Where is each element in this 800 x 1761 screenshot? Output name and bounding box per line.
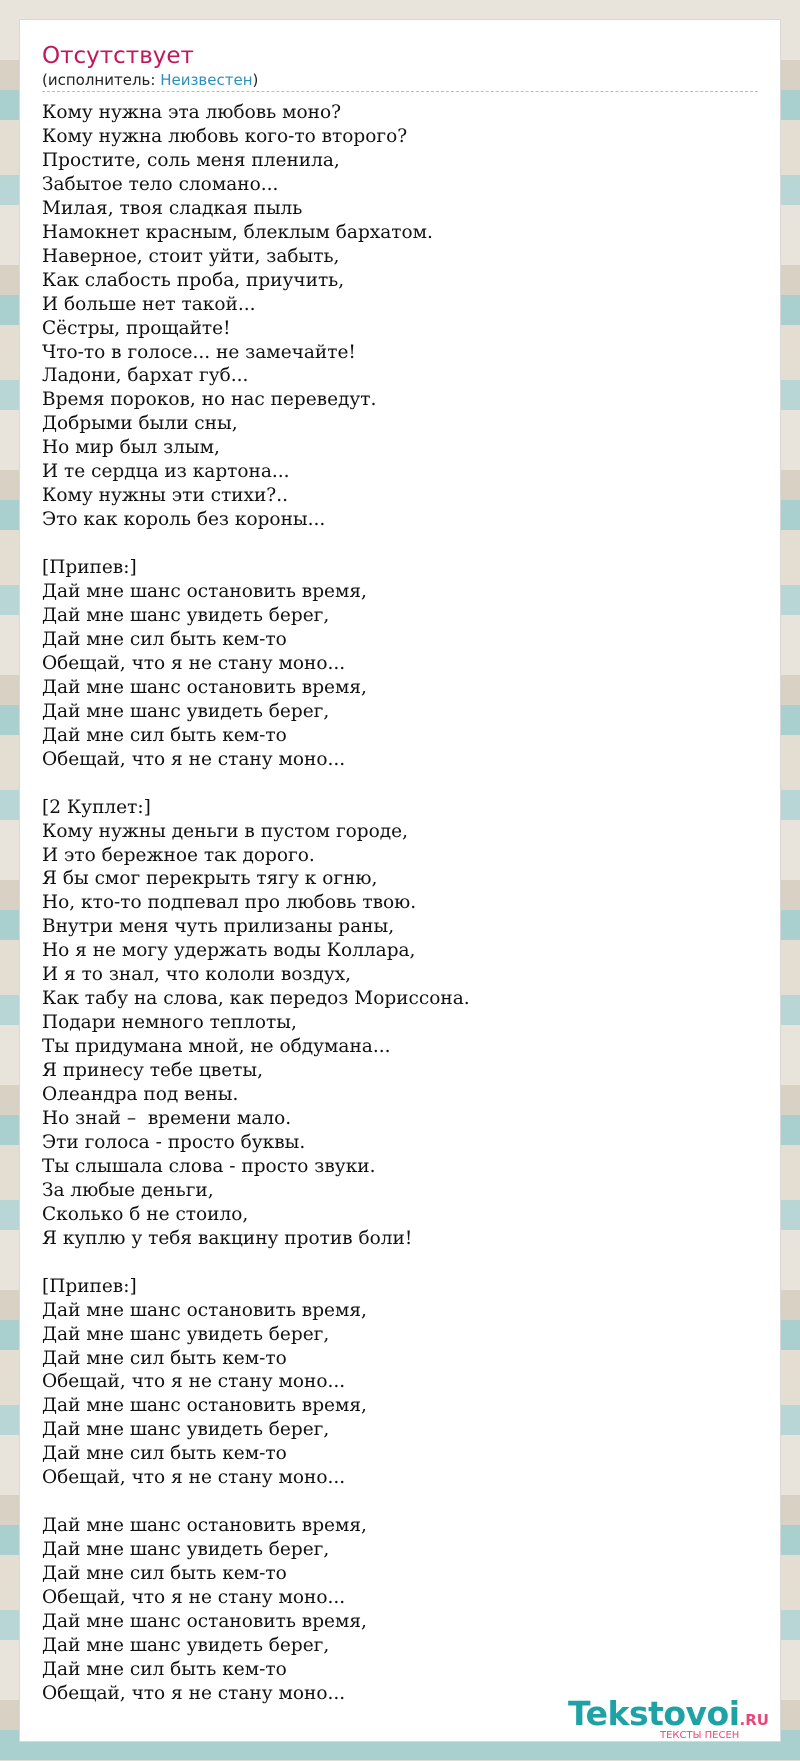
lyric-line: Но знай – времени мало. xyxy=(42,1108,292,1129)
lyric-line: Но я не могу удержать воды Коллара, xyxy=(42,940,416,962)
site-logo[interactable] xyxy=(568,1694,769,1741)
header-divider xyxy=(42,91,758,92)
lyric-line xyxy=(42,1251,762,1275)
lyric-line: Это как король без короны... xyxy=(42,509,326,531)
lyric-line: Подари немного теплоты, xyxy=(42,1012,297,1034)
lyric-line: Но, кто-то подпевал про любовь твою. xyxy=(42,892,417,914)
lyric-line: Дай мне шанс остановить время, xyxy=(42,1610,367,1632)
lyric-line: Ладони, бархат губ... xyxy=(42,365,249,387)
lyric-line: Обещай, что я не стану моно... xyxy=(42,1371,346,1393)
lyric-line: Дай мне сил быть кем-то xyxy=(42,724,287,746)
artist-suffix: ) xyxy=(252,71,259,89)
artist-prefix: (исполнитель: xyxy=(42,71,161,89)
lyric-line: Я принесу тебе цветы, xyxy=(42,1060,263,1082)
lyric-line: Забытое тело сломано... xyxy=(42,173,279,195)
artist-line xyxy=(42,71,258,89)
lyric-line: Сёстры, прощайте! xyxy=(42,317,231,339)
lyric-line: Дай мне шанс остановить время, xyxy=(42,1515,367,1537)
lyric-line: Как слабость проба, приучить, xyxy=(42,269,345,291)
lyric-line: Простите, соль меня пленила, xyxy=(42,149,340,171)
lyric-line: И это бережное так дорого. xyxy=(42,844,315,866)
logo-tagline: ТЕКСТЫ ПЕСЕН xyxy=(660,1730,740,1741)
artist-link[interactable]: Неизвестен xyxy=(160,71,253,89)
lyric-line: Обещай, что я не стану моно... xyxy=(42,652,346,674)
lyric-line: Обещай, что я не стану моно... xyxy=(42,1467,346,1489)
lyric-line: Сколько б не стоило, xyxy=(42,1203,249,1225)
lyric-line: Дай мне шанс увидеть берег, xyxy=(42,700,330,722)
lyric-line: Дай мне сил быть кем-то xyxy=(42,1563,287,1585)
lyric-line: Дай мне шанс увидеть берег, xyxy=(42,1419,330,1441)
lyric-line: Внутри меня чуть прилизаны раны, xyxy=(42,916,395,938)
lyric-line: Ты придумана мной, не обдумана... xyxy=(42,1036,391,1058)
lyric-line: Кому нужны эти стихи?.. xyxy=(42,485,288,507)
lyric-line: Обещай, что я не стану моно... xyxy=(42,748,346,770)
lyric-line: Олеандра под вены. xyxy=(42,1084,239,1106)
lyric-line: Но мир был злым, xyxy=(42,437,220,459)
lyric-line xyxy=(42,1490,762,1514)
logo-tld: .RU xyxy=(739,1711,769,1729)
lyric-line: Дай мне шанс увидеть берег, xyxy=(42,1323,330,1345)
lyric-line: Дай мне шанс увидеть берег, xyxy=(42,605,330,626)
lyric-line: [Припев:] xyxy=(42,1275,137,1297)
logo-name: Tekstovoi xyxy=(568,1694,740,1733)
song-title: Отсутствует xyxy=(42,43,194,69)
lyric-line: Милая, твоя сладкая пыль xyxy=(42,197,303,219)
lyric-line: Время пороков, но нас переведут. xyxy=(42,389,377,411)
lyrics-text xyxy=(42,101,762,1706)
lyric-line: [Припев:] xyxy=(42,557,137,579)
lyric-line: Как табу на слова, как передоз Мориссона. xyxy=(42,988,470,1010)
lyric-line: Дай мне шанс остановить время, xyxy=(42,1299,367,1321)
lyric-line: Дай мне шанс остановить время, xyxy=(42,676,367,698)
lyric-line: За любые деньги, xyxy=(42,1179,214,1201)
lyric-line: Дай мне шанс остановить время, xyxy=(42,581,367,603)
lyric-line: И те сердца из картона... xyxy=(42,461,290,483)
lyric-line: Добрыми были сны, xyxy=(42,413,238,435)
lyric-line: Обещай, что я не стану моно... xyxy=(42,1587,346,1609)
lyric-line: [2 Куплет:] xyxy=(42,796,151,818)
lyric-line: И я то знал, что кололи воздух, xyxy=(42,964,352,986)
lyric-line: Эти голоса - просто буквы. xyxy=(42,1131,306,1153)
lyric-line: Кому нужна любовь кого-то второго? xyxy=(42,125,408,147)
lyric-line: Кому нужна эта любовь моно? xyxy=(42,102,342,123)
lyric-line: Ты слышала слова - просто звуки. xyxy=(42,1155,376,1177)
lyric-line: Дай мне сил быть кем-то xyxy=(42,1443,287,1465)
lyric-line: Дай мне сил быть кем-то xyxy=(42,1347,287,1369)
lyric-line: Дай мне шанс остановить время, xyxy=(42,1395,367,1417)
lyric-line: Обещай, что я не стану моно... xyxy=(42,1682,346,1704)
lyric-line: Я куплю у тебя вакцину против боли! xyxy=(42,1227,413,1249)
lyric-line: Дай мне сил быть кем-то xyxy=(42,628,287,650)
lyric-line: Кому нужны деньги в пустом городе, xyxy=(42,820,408,842)
lyric-line: Что-то в голосе... не замечайте! xyxy=(42,341,356,363)
lyric-line: Я бы смог перекрыть тягу к огню, xyxy=(42,868,378,890)
lyric-line: Дай мне сил быть кем-то xyxy=(42,1658,287,1680)
lyric-line: Намокнет красным, блеклым бархатом. xyxy=(42,221,433,243)
lyric-line: И больше нет такой... xyxy=(42,293,256,315)
lyric-line: Наверное, стоит уйти, забыть, xyxy=(42,245,340,267)
lyric-line xyxy=(42,532,762,556)
lyric-line xyxy=(42,772,762,796)
lyric-line: Дай мне шанс увидеть берег, xyxy=(42,1634,330,1656)
lyric-line: Дай мне шанс увидеть берег, xyxy=(42,1539,330,1561)
